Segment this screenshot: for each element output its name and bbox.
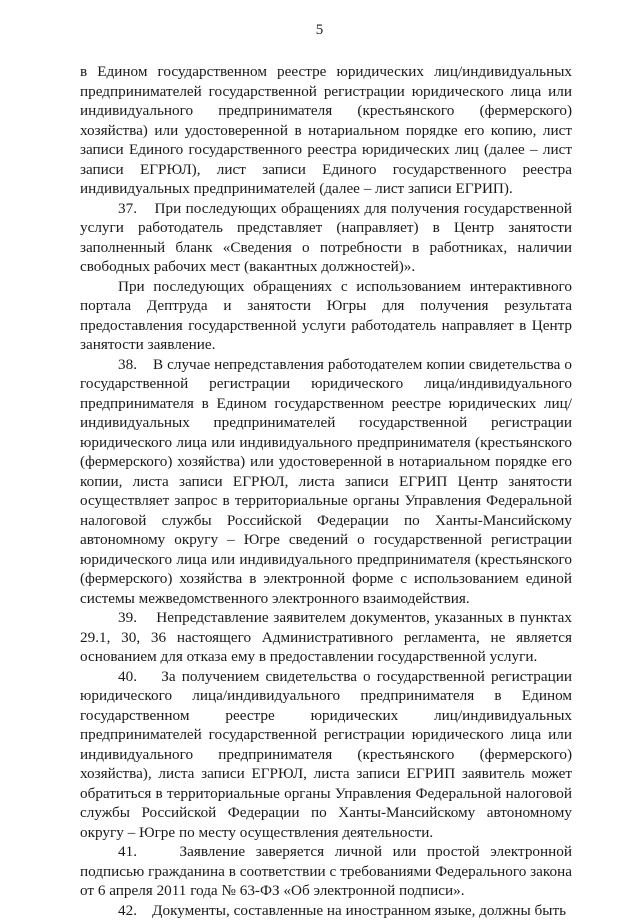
paragraph-38: 38. В случае непредставления работодателем копии свидетельства о государственной регистрации юридического лица/индивидуального предпринимателя в Едином государственном реестре юридических лиц/индивидуальных предпринимателей государственной регистрации юридического лица или индивидуального предпринимателя (крестьянского (фермерского) хозяйства) или удостоверенной в нотариальном порядке его копии, листа записи ЕГРЮЛ, листа записи ЕГРИП Центр занятости осуществляет запрос в территориальные органы Управления Федеральной налоговой службы Российской Федерации по Ханты-Мансийскому автономному округу – Югре сведений о государственной регистрации юридического лица или индивидуального предпринимателя (крестьянского (фермерского) хозяйства в электронной форме с использованием единой системы межведомственного электронного взаимодействия.: [80, 355, 572, 609]
paragraph-39: 39. Непредставление заявителем документов, указанных в пунктах 29.1, 30, 36 настоящего Административного регламента, не является основанием для отказа ему в предоставлении государственной услуги.: [80, 608, 572, 667]
paragraph-continuation: в Едином государственном реестре юридических лиц/индивидуальных предпринимателей государственной регистрации юридического лица или индивидуального предпринимателя (крестьянского (фермерского) хозяйства) или удостоверенной в нотариальном порядке его копию, лист записи Единого государственного реестра юридических лиц (далее – лист записи ЕГРЮЛ), лист записи Единого государственного реестра индивидуальных предпринимателей (далее – лист записи ЕГРИП).: [80, 62, 572, 199]
paragraph-41: 41. Заявление заверяется личной или простой электронной подписью гражданина в соответствии с требованиями Федерального закона от 6 апреля 2011 года № 63-ФЗ «Об электронной подписи».: [80, 842, 572, 901]
paragraph-37-interactive-portal: При последующих обращениях с использованием интерактивного портала Дептруда и занятости Югры для получения результата предоставления государственной услуги работодатель направляет в Центр занятости заявление.: [80, 277, 572, 355]
paragraph-40: 40. За получением свидетельства о государственной регистрации юридического лица/индивидуального предпринимателя в Едином государственном реестре юридических лиц/индивидуальных предпринимателей государственной регистрации юридического лица или индивидуального предпринимателя (крестьянского (фермерского) хозяйства), листа записи ЕГРЮЛ, листа записи ЕГРИП заявитель может обратиться в территориальные органы Управления Федеральной налоговой службы Российской Федерации по Ханты-Мансийскому автономному округу – Югре по месту осуществления деятельности.: [80, 667, 572, 843]
page-number: 5: [0, 22, 639, 39]
paragraph-42: 42. Документы, составленные на иностранном языке, должны быть: [80, 901, 572, 920]
paragraph-37: 37. При последующих обращениях для получения государственной услуги работодатель представляет (направляет) в Центр занятости заполненный бланк «Сведения о потребности в работниках, наличии свободных рабочих мест (вакантных должностей)».: [80, 199, 572, 277]
document-body: [80, 62, 572, 920]
